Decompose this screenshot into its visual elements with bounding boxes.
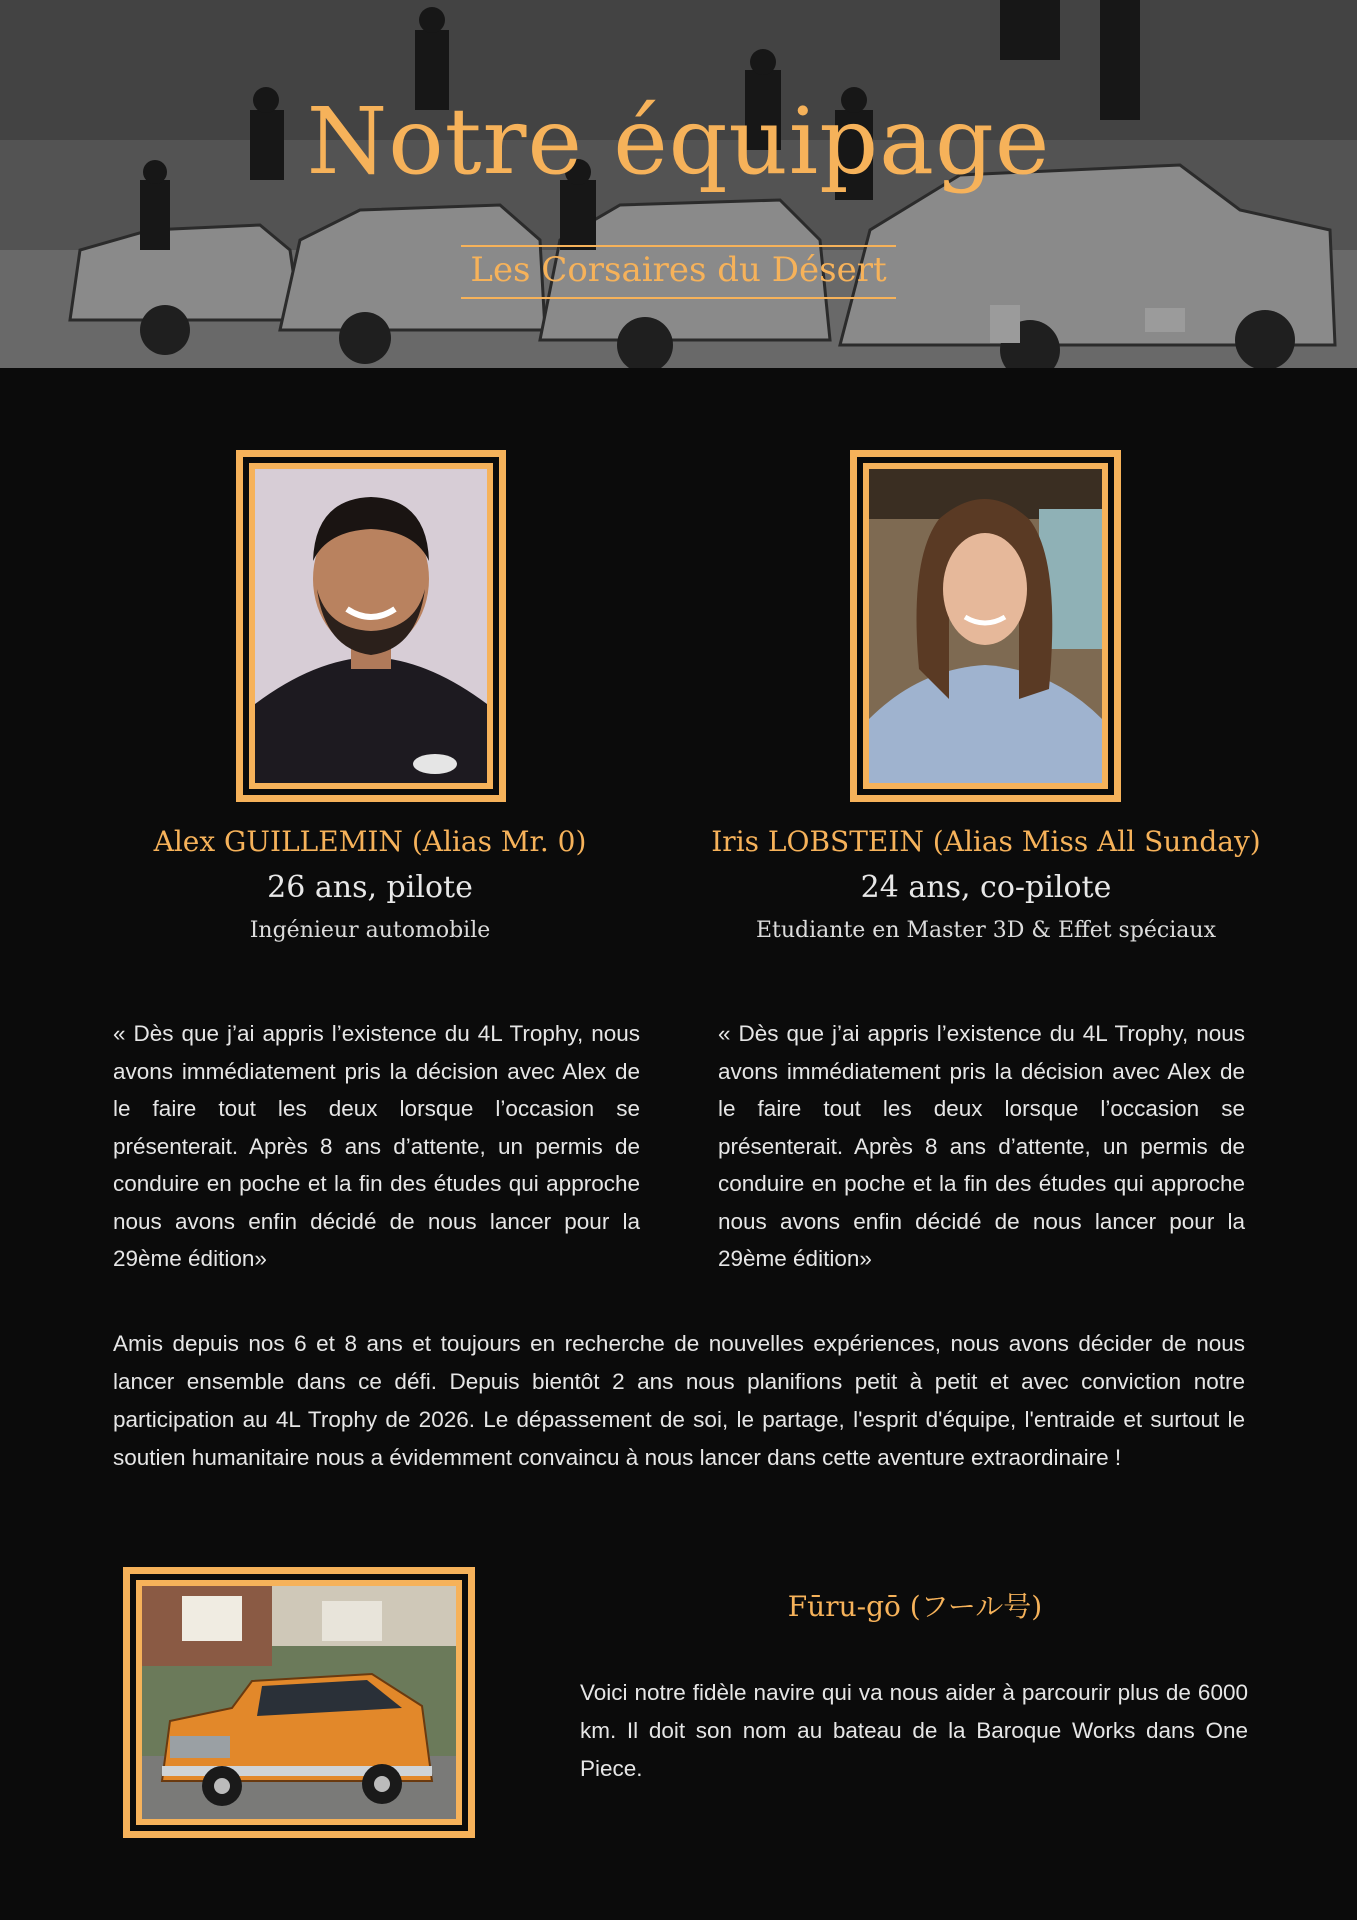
member-job: Ingénieur automobile [249, 918, 491, 943]
member-name: Alex GUILLEMIN (Alias Mr. 0) [153, 825, 587, 858]
member-photo-frame-alex [236, 450, 506, 802]
car-photo-frame [123, 1567, 475, 1838]
member-photo-frame-iris [850, 450, 1121, 802]
team-name: Les Corsaires du Désert [470, 250, 887, 290]
alex-portrait [255, 469, 487, 783]
renault-4l-photo [142, 1586, 456, 1819]
car-name: Fūru-gō (フール号) [787, 1590, 1043, 1623]
hero-banner [0, 0, 1357, 368]
iris-portrait [869, 469, 1102, 783]
page-title: Notre équipage [306, 88, 1051, 195]
member-card-alex [60, 822, 680, 946]
member-age-role: 24 ans, co-pilote [860, 870, 1112, 905]
member-job: Etudiante en Master 3D & Effet spéciaux [755, 918, 1216, 943]
quote-alex: « Dès que j’ai appris l’existence du 4L Trophy, nous avons immédiatement pris la décision avec Alex de le faire tout les deux lorsque l’occasion se présenterait. Après 8 ans d’attente, un permis de conduire en poche et la fin des études qui approche nous avons enfin décidé de nous lancer pour la 29ème édition» [113, 1021, 640, 1271]
member-card-iris [676, 822, 1296, 946]
car-description: Voici notre fidèle navire qui va nous aider à parcourir plus de 6000 km. Il doit son nom au bateau de la Baroque Works dans One Piece. [580, 1680, 1248, 1781]
subtitle-banner [461, 245, 896, 299]
member-age-role: 26 ans, pilote [267, 870, 473, 905]
team-paragraph: Amis depuis nos 6 et 8 ans et toujours en recherche de nouvelles expériences, nous avons décider de nous lancer ensemble dans ce défi. Depuis bientôt 2 ans nous planifions petit à petit et avec conviction notre participation au 4L Trophy de 2026. Le dépassement de soi, le partage, l'esprit d'équipe, l'entraide et surtout le soutien humanitaire nous a évidemment convaincu à nous lancer dans cette aventure extraordinaire ! [113, 1331, 1245, 1470]
member-name: Iris LOBSTEIN (Alias Miss All Sunday) [711, 825, 1261, 858]
quote-iris: « Dès que j’ai appris l’existence du 4L Trophy, nous avons immédiatement pris la décision avec Alex de le faire tout les deux lorsque l’occasion se présenterait. Après 8 ans d’attente, un permis de conduire en poche et la fin des études qui approche nous avons enfin décidé de nous lancer pour la 29ème édition» [718, 1021, 1245, 1271]
